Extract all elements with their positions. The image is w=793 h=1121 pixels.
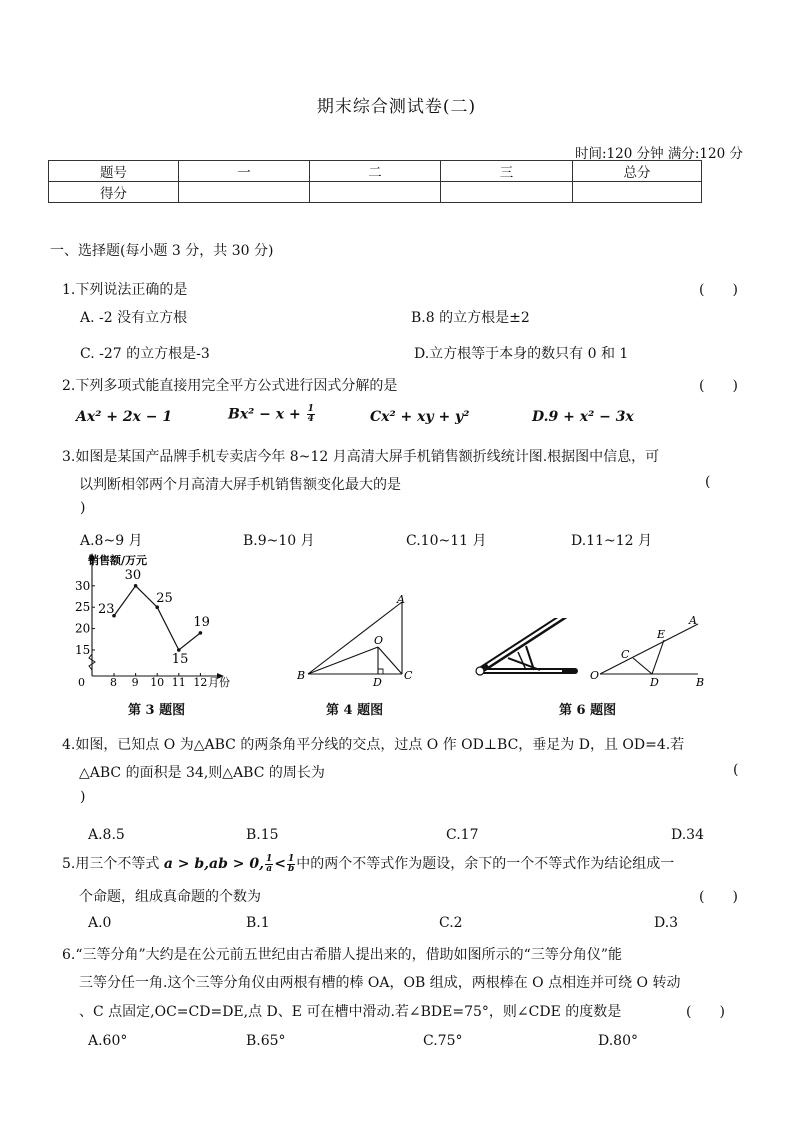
sales-line-chart <box>70 548 245 688</box>
question-3-line-2: 以判断相邻两个月高清大屏手机销售额变化最大的是 <box>79 477 401 493</box>
point-label-d: D <box>373 676 382 689</box>
answer-blank-open[interactable]: ( <box>705 474 711 490</box>
table-cell: 三 <box>441 161 573 182</box>
vertex-label-b: B <box>297 669 306 682</box>
score-table <box>48 160 702 203</box>
fraction-numerator: 1 <box>307 404 314 414</box>
data-point <box>199 631 203 635</box>
answer-blank[interactable]: ( ) <box>699 378 738 394</box>
table-cell: 题号 <box>49 161 179 182</box>
option-b-text: Bx² − x + <box>228 406 306 423</box>
table-row <box>49 161 702 182</box>
option-a[interactable]: A.60° <box>88 1033 128 1049</box>
question-5-line-1: 5.用三个不等式 a > b,ab > 0, $\frac{1}{a}$ < $\frac{1}{b}$ 中的两个不等式作为题设，余下的一个不等式作为结论组成一 <box>62 853 675 874</box>
fraction-1-over-a: $\frac{1}{a}$ <box>265 853 273 874</box>
fraction-denominator: 4 <box>307 414 314 424</box>
vertex-label-c: C <box>404 669 413 682</box>
x-tick-label: 10 <box>150 676 165 688</box>
answer-blank-close[interactable]: ) <box>80 789 86 805</box>
answer-blank-close[interactable]: ) <box>80 500 86 516</box>
answer-blank[interactable]: ( ) <box>699 282 738 298</box>
vertex-label-a: A <box>397 593 405 606</box>
question-6-line-1: 6.“三等分角”大约是在公元前五世纪由古希腊人提出来的，借助如图所示的“三等分角仪”能 <box>62 947 622 963</box>
page-title: 期末综合测试卷(二) <box>316 97 477 117</box>
y-tick-label: 15 <box>75 643 91 657</box>
section-heading: 一、选择题(每小题 3 分，共 30 分) <box>50 243 274 259</box>
option-c[interactable]: C.10~11 月 <box>406 533 487 549</box>
point-label-o: O <box>374 634 384 647</box>
option-d[interactable]: D.立方根等于本身的数只有 0 和 1 <box>414 346 629 362</box>
y-axis-label: 销售额/万元 <box>88 554 148 567</box>
table-cell: 总分 <box>573 161 702 182</box>
option-c[interactable]: C.75° <box>423 1033 463 1049</box>
option-d[interactable]: D.34 <box>671 827 704 843</box>
data-label: 19 <box>193 614 210 630</box>
x-tick-label: 8 <box>110 676 117 688</box>
question-4-line-2: △ABC 的面积是 34,则△ABC 的周长为 <box>79 765 325 781</box>
answer-blank[interactable]: ( ) <box>686 1004 725 1020</box>
trisector-device-illustration <box>470 618 582 686</box>
option-d[interactable]: D.80° <box>598 1033 638 1049</box>
figure-4-triangle <box>290 590 420 690</box>
x-tick-label: 11 <box>171 676 186 688</box>
question-5-suffix: 中的两个不等式作为题设，余下的一个不等式作为结论组成一 <box>296 856 675 872</box>
score-input-cell[interactable] <box>441 182 573 203</box>
question-6-line-3: 、C 点固定,OC=CD=DE,点 D、E 可在槽中滑动.若∠BDE=75°，则∠CDE 的度数是 <box>79 1004 622 1020</box>
fraction <box>307 405 315 424</box>
answer-blank[interactable]: ( ) <box>699 889 738 905</box>
question-6-line-2: 三等分任一角.这个三等分角仪由两根有槽的棒 OA，OB 组成，两根棒在 O 点相连并可绕 O 转动 <box>79 975 681 991</box>
data-label: 30 <box>124 567 142 583</box>
fraction-1-over-b: $\frac{1}{b}$ <box>287 853 295 874</box>
point-label-e: E <box>657 628 666 641</box>
score-input-cell[interactable] <box>179 182 310 203</box>
figure-6-caption: 第 6 题图 <box>559 703 617 718</box>
option-b[interactable]: B.9~10 月 <box>243 533 315 549</box>
option-a[interactable]: Ax² + 2x − 1 <box>76 409 173 425</box>
table-cell: 一 <box>179 161 310 182</box>
option-b[interactable]: B.15 <box>246 827 279 843</box>
y-tick-label: 25 <box>75 600 91 615</box>
x-tick-label: 12 <box>193 676 208 688</box>
point-label-o: O <box>590 669 600 682</box>
option-b[interactable]: B.1 <box>246 915 270 931</box>
y-tick-label: 20 <box>75 621 91 636</box>
question-4-line-1: 4.如图，已知点 O 为△ABC 的两条角平分线的交点，过点 O 作 OD⊥BC，垂足为 D，且 OD=4.若 <box>62 737 685 753</box>
point-label-c: C <box>621 648 630 661</box>
y-tick-label: 30 <box>75 578 91 593</box>
option-c[interactable]: C.2 <box>439 915 463 931</box>
origin-label: 0 <box>78 676 85 688</box>
option-d[interactable]: D.11~12 月 <box>571 533 652 549</box>
question-5-prefix: 5.用三个不等式 <box>62 856 164 872</box>
option-a[interactable]: A.8.5 <box>88 827 125 843</box>
figure-3-caption: 第 3 题图 <box>128 703 186 718</box>
option-a[interactable]: A.8~9 月 <box>80 533 143 549</box>
table-cell: 得分 <box>49 182 179 203</box>
data-label: 25 <box>156 591 173 607</box>
option-c[interactable]: C.17 <box>446 827 479 843</box>
point-label-d: D <box>650 676 659 689</box>
data-label: 23 <box>98 601 115 617</box>
data-label: 15 <box>171 652 189 667</box>
option-c[interactable]: Cx² + xy + y² <box>370 409 470 425</box>
data-point <box>134 584 138 588</box>
time-info: 时间:120 分钟 满分:120 分 <box>574 146 743 162</box>
x-tick-label: 9 <box>131 676 139 688</box>
option-b[interactable]: B.65° <box>246 1033 286 1049</box>
question-5-line-2: 个命题，组成真命题的个数为 <box>79 889 261 905</box>
option-b[interactable] <box>228 405 316 424</box>
option-d[interactable]: D.3 <box>654 915 679 931</box>
option-b[interactable]: B.8 的立方根是±2 <box>411 310 530 326</box>
question-1-stem: 1.下列说法正确的是 <box>62 282 188 298</box>
score-input-cell[interactable] <box>310 182 441 203</box>
option-c[interactable]: C. -27 的立方根是-3 <box>80 346 210 362</box>
answer-blank-open[interactable]: ( <box>733 762 739 778</box>
option-d[interactable]: D.9 + x² − 3x <box>532 409 634 425</box>
question-5-inequalities: a > b,ab > 0, <box>163 856 264 872</box>
option-a[interactable]: A.0 <box>88 915 112 931</box>
x-axis-label: 月份 <box>208 676 230 688</box>
score-input-cell[interactable] <box>573 182 702 203</box>
point-label-b: B <box>696 676 705 689</box>
table-cell: 二 <box>310 161 441 182</box>
table-row <box>49 182 702 203</box>
figure-6-geometry <box>588 612 718 692</box>
option-a[interactable]: A. -2 没有立方根 <box>80 310 188 326</box>
question-3-line-1: 3.如图是某国产品牌手机专卖店今年 8~12 月高清大屏手机销售额折线统计图.根据图中信息，可 <box>62 449 660 465</box>
question-2-stem: 2.下列多项式能直接用完全平方公式进行因式分解的是 <box>62 378 398 394</box>
point-label-a: A <box>689 614 697 627</box>
figure-4-caption: 第 4 题图 <box>326 703 384 718</box>
